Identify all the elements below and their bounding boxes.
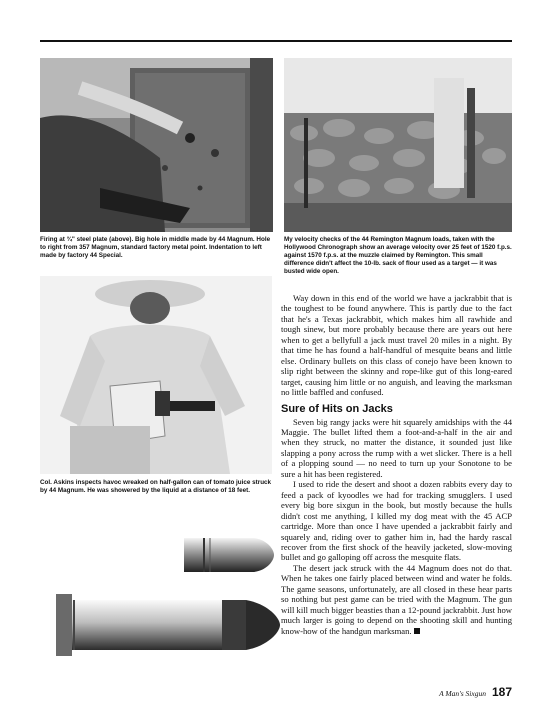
caption-steel-plate: Firing at ¾" steel plate (above). Big hole in middle made by 44 Magnum. Hole to right from 357 Magnum, standard factory metal point. Indentation to left made by factory 44 Special. <box>40 236 271 259</box>
caption-col-askins: Col. Askins inspects havoc wreaked on half-gallon can of tomato juice struck by 44 Magnum. He was showered by the liquid at a distance of 18 feet. <box>40 479 272 494</box>
article-body <box>281 293 512 636</box>
end-mark-icon <box>414 628 420 634</box>
article-paragraph: I used to ride the desert and shoot a dozen rabbits every day to feed a pack of kyoodles we had for tracking smugglers. I used every big bore sixgun in the book, but mostly because the hulls didn't cost me anything, I killed my dog meat with the 45 ACP cartridge. More than once I have upended a jackrabbit fairly and squarely and, riding over to gather him in, had the hardy rascal recover from the first shock of the heavily jacketed, slow-moving bullet and go galloping off across the mesquite flats. <box>281 479 512 563</box>
cartridge-bullet-icon <box>184 532 274 578</box>
cartridge-round-icon <box>56 586 280 664</box>
photo-col-askins <box>40 276 272 474</box>
section-heading: Sure of Hits on Jacks <box>281 402 393 415</box>
photo-chronograph-wall <box>284 58 512 232</box>
page-number: 187 <box>491 685 512 699</box>
photo-steel-plate <box>40 58 273 232</box>
caption-chronograph: My velocity checks of the 44 Remington Magnum loads, taken with the Hollywood Chronograph show an average velocity over 25 feet of 1520 f.p.s. against 1570 f.p.s. at the muzzle claimed by Remington. This small difference didn't affect the 10-lb. sack of flour used as a target — it was busted wide open. <box>284 236 512 275</box>
article-paragraph-text: The desert jack struck with the 44 Magnum does not do that. When he takes one fairly placed between wind and water he folds. The game seasons, unfortunately, are all closed in these hear parts so nothing but pest game can be tried with the Magnum. The gun will kill much bigger beasties than a 12-pound jackrabbit. Just how much larger is going to depend on the shooting skill and hunting know-how of the handgun marksman. <box>281 562 512 636</box>
footer-book-title: A Man's Sixgun <box>439 689 486 698</box>
article-paragraph: Way down in this end of the world we have a jackrabbit that is the toughest to be found anywhere. This is partly due to the fact that he's a Texas jackrabbit, which makes him all rawhide and tough sinew, but more probably because there are years out here when to get a bellyfull a jack must travel 20 miles in a night. By that time he has found a half-handful of mesquite beans and little else. Ordinary bullets on this class of conejo have been known to slip right between the skinny and rope-like gut of this long-eared target, causing him little or no anguish, and leaving the marksman no little baffled and confused. <box>281 293 512 398</box>
article-paragraph: Seven big rangy jacks were hit squarely amidships with the 44 Maggie. The bullet lifted them a foot-and-a-half in the air and when they struck, no matter the distance, it sounded just like slapping a pony across the rump with a wet slicker. There is a hell of a plopping sound — no need to turn up your Sonotone to be sure a hit has been registered. <box>281 416 512 479</box>
article-paragraph-last <box>281 563 512 636</box>
page-footer <box>380 685 512 701</box>
top-rule <box>40 40 512 42</box>
